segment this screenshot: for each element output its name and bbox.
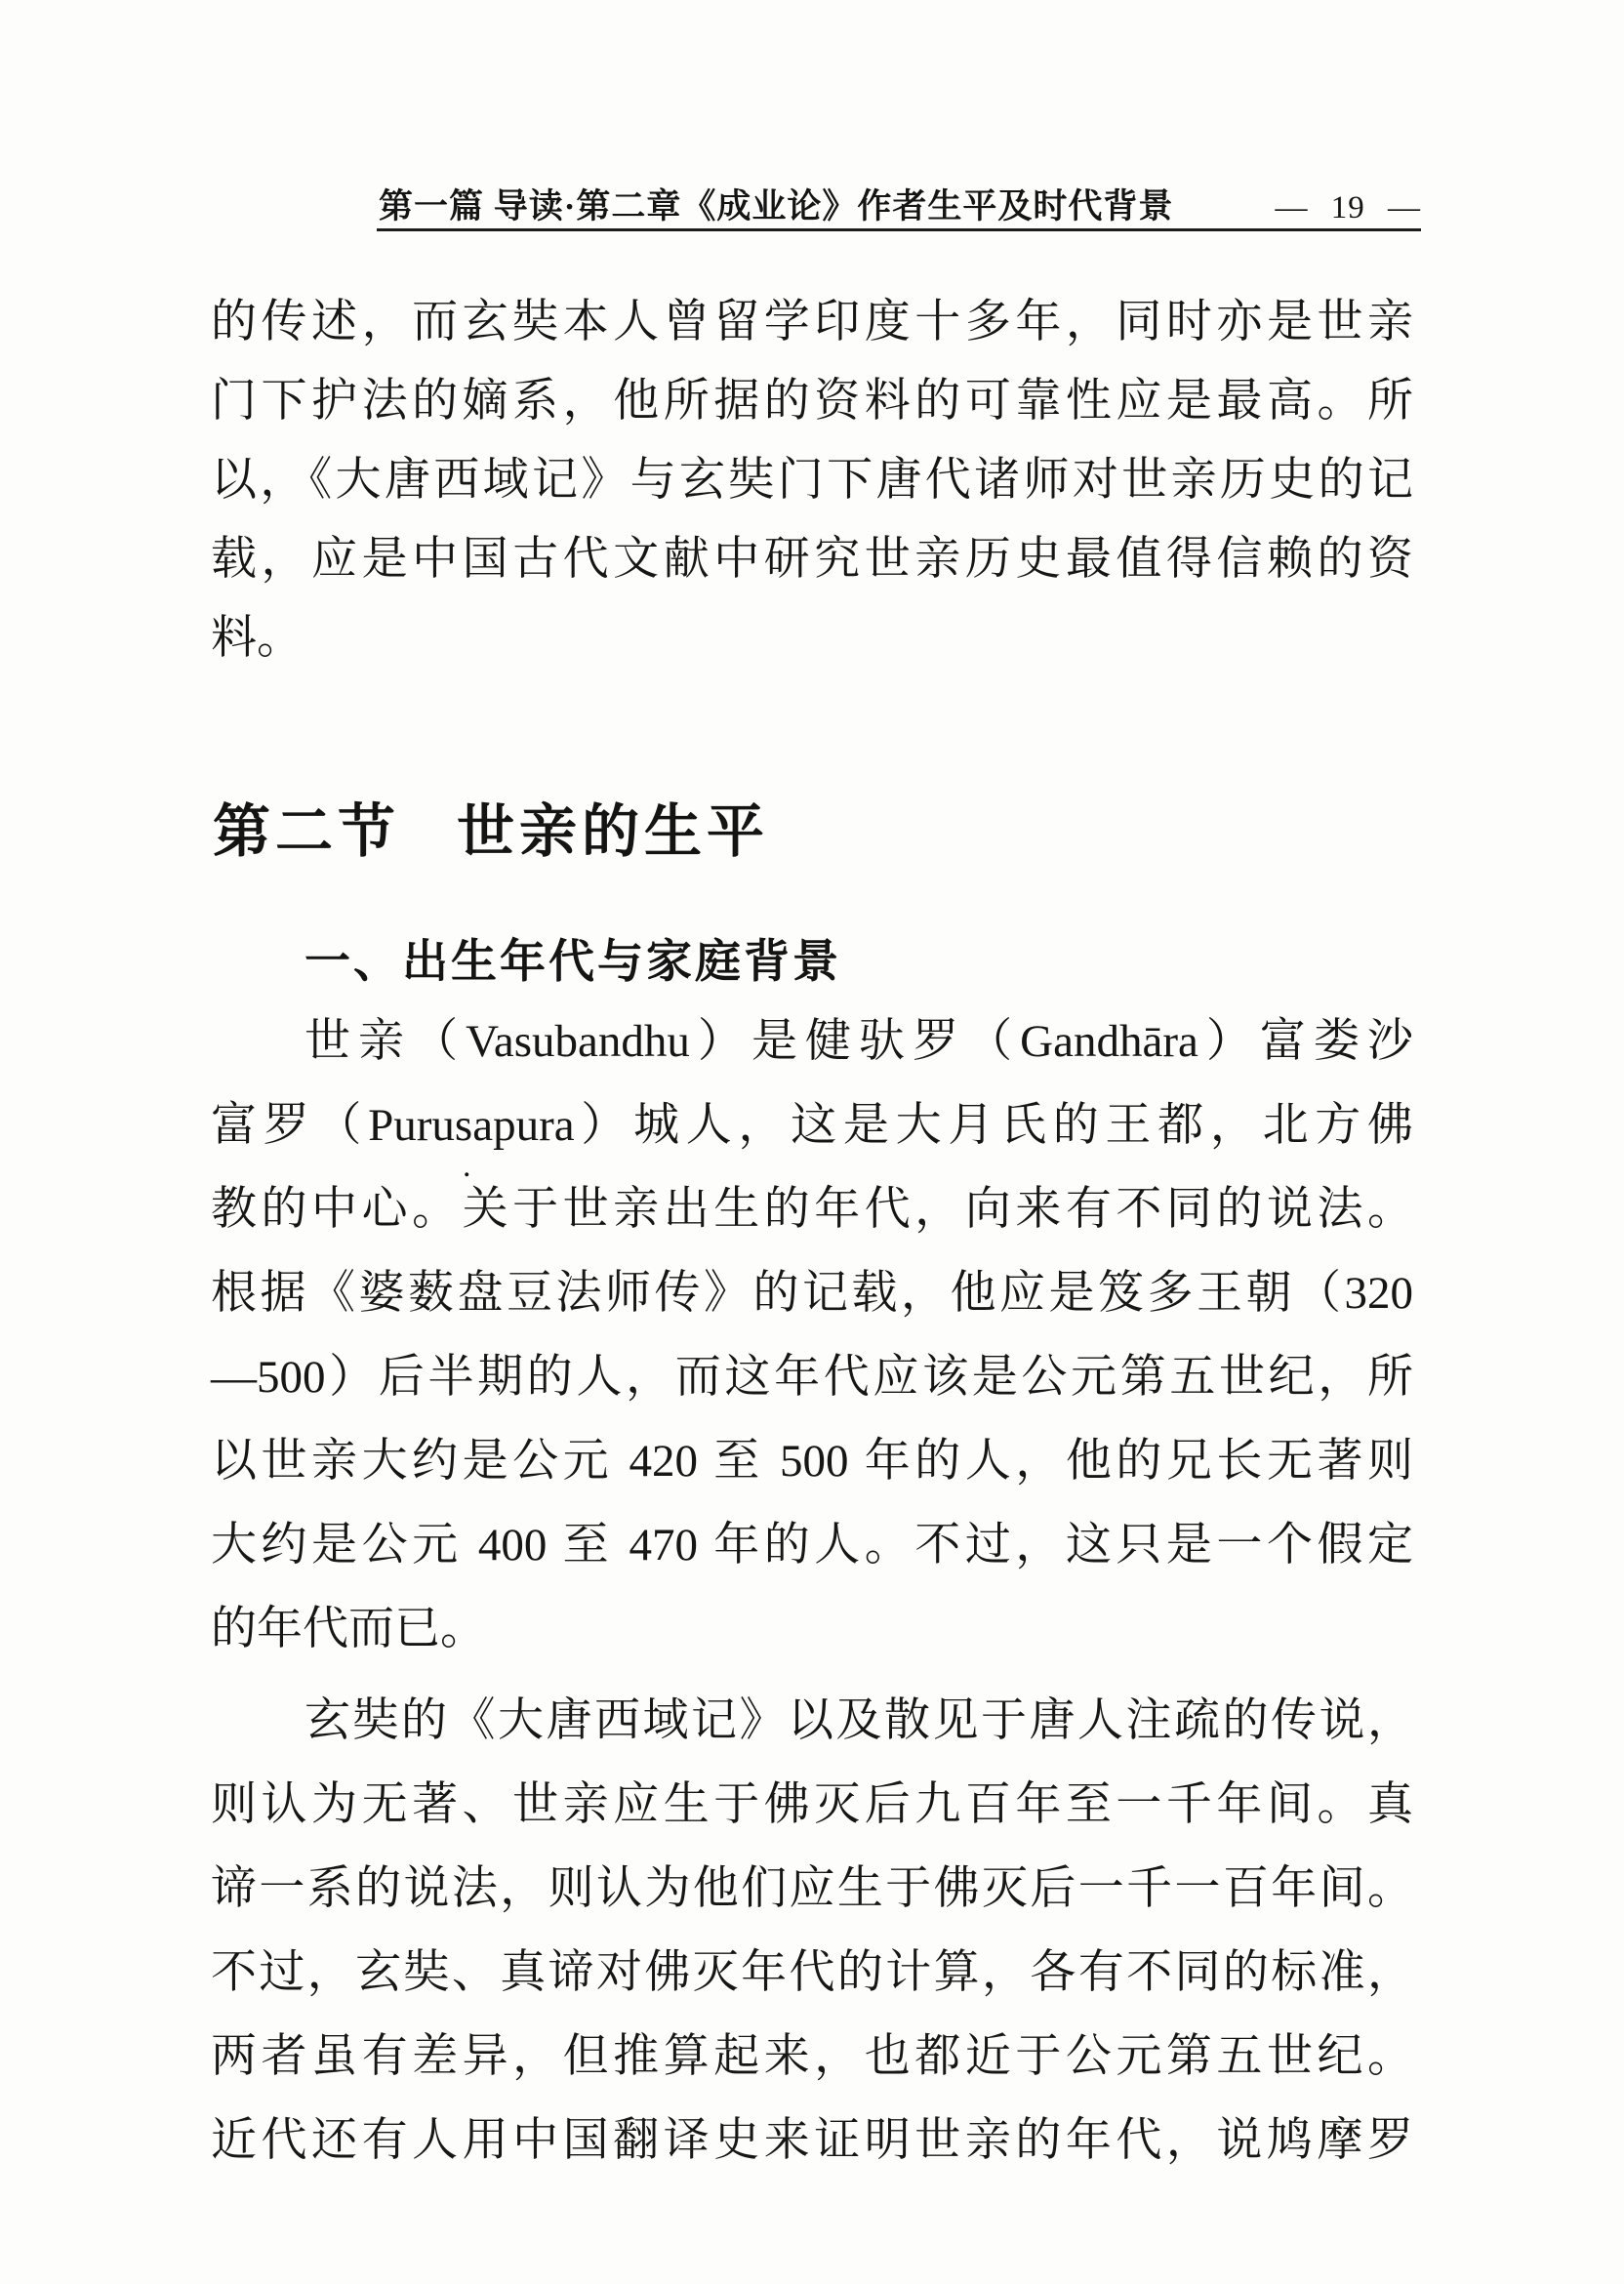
paragraph-continuation [211,283,1413,678]
text-line: 教的中心。关于世亲出生的年代，向来有不同的说法。 [211,1184,1413,1235]
text-line: 谛一系的说法，则认为他们应生于佛灭后一千一百年间。 [211,1863,1413,1914]
text-line: 载，应是中国古代文献中研究世亲历史最值得信赖的资 [211,534,1413,585]
running-header-title: 第一篇 导读·第二章《成业论》作者生平及时代背景 [379,187,1174,225]
running-header [379,180,1421,228]
text-line: 世亲（Vasubandhu）是健驮罗（Gandhāra）富娄沙 [304,1016,1413,1067]
text-line: 玄奘的《大唐西域记》以及散见于唐人注疏的传说， [304,1695,1413,1746]
text-line: 门下护法的嫡系，他所据的资料的可靠性应是最高。所 [211,376,1413,427]
retroflex-underdot-mark: . [463,1148,471,1184]
text-line: 的年代而已。 [211,1604,486,1654]
text-line: 大约是公元 400 至 470 年的人。不过，这只是一个假定 [211,1520,1413,1570]
text-line: 以，《大唐西域记》与玄奘门下唐代诸师对世亲历史的记 [211,455,1413,506]
text-line: 则认为无著、世亲应生于佛灭后九百年至一千年间。真 [211,1779,1413,1830]
header-rule [377,228,1421,231]
text-line: 近代还有人用中国翻译史来证明世亲的年代，说鸠摩罗 [211,2115,1413,2166]
subsection-heading: 一、出生年代与家庭背景 [304,935,841,987]
section-heading [213,785,769,868]
page-number: — 19 — [1275,190,1421,225]
text-line: 不过，玄奘、真谛对佛灭年代的计算，各有不同的标准， [211,1947,1413,1998]
text-line: —500）后半期的人，而这年代应该是公元第五世纪，所 [211,1352,1413,1403]
text-line: 以世亲大约是公元 420 至 500 年的人，他的兄长无著则 [211,1436,1413,1487]
paragraph-xuanzang-accounts [211,1679,1413,2182]
text-line: 富罗（Purusapura）城人，这是大月氏的王都，北方佛 [211,1100,1413,1151]
text-line: 两者虽有差异，但推算起来，也都近于公元第五世纪。 [211,2031,1413,2082]
section-title: 世亲的生平 [457,799,770,864]
paragraph-birth-era [211,999,1413,1671]
text-line: 根据《婆薮盘豆法师传》的记载，他应是笈多王朝（320 [211,1268,1413,1319]
section-number: 第二节 [213,799,401,864]
text-line: 料。 [211,613,303,664]
text-line: 的传述，而玄奘本人曾留学印度十多年，同时亦是世亲 [211,297,1413,347]
